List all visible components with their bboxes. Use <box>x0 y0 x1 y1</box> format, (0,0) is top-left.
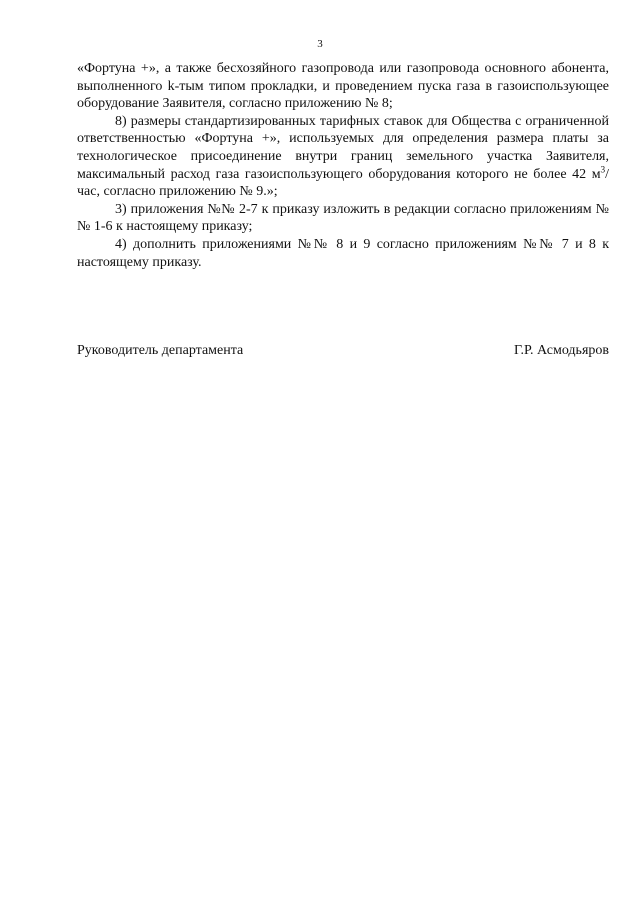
paragraph-item-4: 4) дополнить приложениями №№ 8 и 9 согласно приложениям №№ 7 и 8 к настоящему приказу. <box>77 236 609 270</box>
signatory-position: Руководитель департамента <box>77 343 244 358</box>
paragraph-item-8-tail: /час, согласно приложению № 9.»; <box>77 166 609 200</box>
paragraph-item-8 <box>77 113 609 201</box>
cubic-superscript: 3 <box>600 163 606 174</box>
signature-block <box>77 342 609 360</box>
document-body <box>77 60 609 271</box>
paragraph-item-3: 3) приложения №№ 2-7 к приказу изложить в редакции согласно приложениям №№ 1-6 к настоящему приказу; <box>77 201 609 235</box>
page-number: 3 <box>317 38 323 50</box>
paragraph-continuation: «Фортуна +», а также бесхозяйного газопровода или газопровода основного абонента, выполненного k-тым типом прокладки, и проведением пуска газа в газоиспользующее оборудование Заявителя, согласно приложению № 8; <box>77 61 609 112</box>
paragraph-item-8-text: 8) размеры стандартизированных тарифных ставок для Общества с ограниченной ответственностью «Фортуна +», используемых для определения размера платы за технологическое присоединение внутри границ земельного участка Заявителя, максимальный расход газа газоиспользующего оборудования которого не более 42 м <box>77 113 609 182</box>
signatory-name: Г.Р. Асмодьяров <box>513 343 609 358</box>
